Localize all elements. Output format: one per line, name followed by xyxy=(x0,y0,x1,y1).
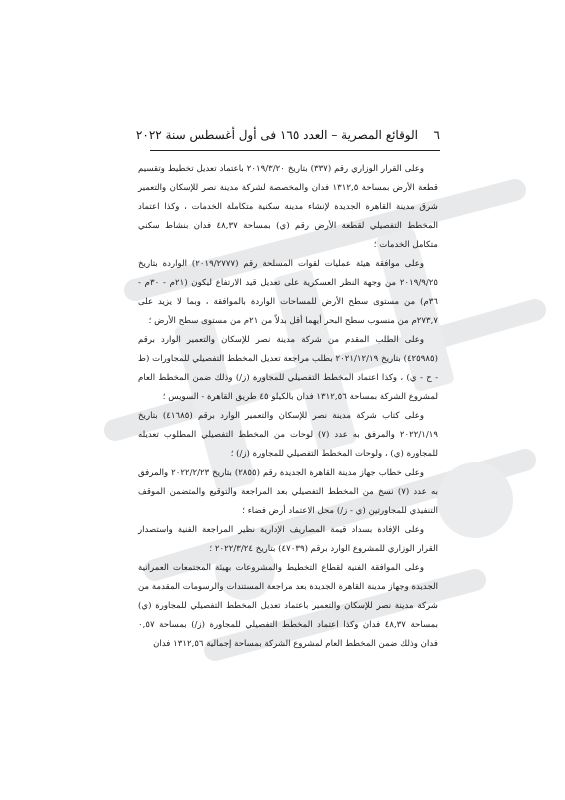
gazette-issue-title: الوقائع المصرية – العدد ١٦٥ فى أول أغسطس سنة ٢٠٢٢ xyxy=(135,128,418,142)
paragraph: وعلى موافقة هيئة عمليات لقوات المسلحة رقم (٢٠١٩/٢٧٧٧) الواردة بتاريخ ٢٠١٩/٩/٢٥ من وجهة النظر العسكرية على تعديل قيد الارتفاع ليكون (٢١م - ٣٠م - ٣٦م) من مستوى سطح الأرض للمساحات الواردة بالموافقة ، وبما لا يزيد على ٢٧٣,٧م من منسوب سطح البحر أيهما أقل بدلاً من ٢١م من مستوى سطح الأرض ؛ xyxy=(138,259,438,326)
paragraph: وعلى كتاب شركة مدينة نصر للإسكان والتعمير الوارد برقم (٤١٦٨٥) بتاريخ ٢٠٢٢/١/١٩ والمرفق به عدد (٧) لوحات من المخطط التفصيلي المطلوب تعديله للمجاورة (ي) ، ولوحات المخطط التفصيلي للمجاورة (ز/) ؛ xyxy=(138,411,438,459)
document-body xyxy=(138,160,438,654)
page-number: ٦ xyxy=(433,128,440,142)
page-header xyxy=(135,128,440,146)
paragraph: وعلى القرار الوزاري رقم (٣٣٧) بتاريخ ٢٠١٩/٣/٢٠ باعتماد تعديل تخطيط وتقسيم قطعة الأرض بمساحة ١٣١٢,٥ فدان والمخصصة لشركة مدينة نصر للإسكان والتعمير شرق مدينة القاهرة الجديدة لإنشاء مدينة سكنية متكاملة الخدمات ، وكذا اعتماد المخطط التفصيلي لقطعة الأرض رقم (ي) بمساحة ٤٨,٣٧ فدان بنشاط سكني متكامل الخدمات ؛ xyxy=(138,164,438,250)
paragraph: وعلى خطاب جهاز مدينة القاهرة الجديدة رقم (٢٨٥٥) بتاريخ ٢٠٢٢/٢/٢٣ والمرفق به عدد (٧) نسخ من المخطط التفصيلي بعد المراجعة والتوقيع والمتضمن الموقف التنفيذي للمجاورتين (ي - ز/) محل الاعتماد أرض فضاء ؛ xyxy=(138,468,438,516)
header-divider xyxy=(150,150,440,151)
paragraph: وعلى الطلب المقدم من شركة مدينة نصر للإسكان والتعمير الوارد برقم (٤٢٥٩٨٥) بتاريخ ٢٠٢١/١٢/١٩ بطلب مراجعة تعديل المخطط التفصيلي للمجاورات (ط - ح - ي) ، وكذا اعتماد المخطط التفصيلي للمجاورة (ز/) وذلك ضمن المخطط العام لمشروع الشركة بمساحة ١٣١٢,٥٦ فدان بالكيلو ٤٥ طريق القاهرة - السويس ؛ xyxy=(138,335,438,402)
paragraph: وعلى الموافقة الفنية لقطاع التخطيط والمشروعات بهيئة المجتمعات العمرانية الجديدة وجهاز مدينة القاهرة الجديدة بعد مراجعة المستندات والرسومات المقدمة من شركة مدينة نصر للإسكان والتعمير باعتماد تعديل المخطط التفصيلي للمجاورة (ي) بمساحة ٤٨,٣٧ فدان وكذا اعتماد المخطط التفصيلي للمجاورة (ز/) بمساحة ٠,٥٧ فدان وذلك ضمن المخطط العام لمشروع الشركة بمساحة إجمالية ١٣١٢,٥٦ فدان xyxy=(138,563,439,649)
paragraph: وعلى الإفادة بسداد قيمة المصاريف الإدارية نظير المراجعة الفنية واستصدار القرار الوزاري للمشروع الوارد برقم (٤٧٠٣٩) بتاريخ ٢٠٢٢/٣/٢٤ ؛ xyxy=(138,525,438,554)
